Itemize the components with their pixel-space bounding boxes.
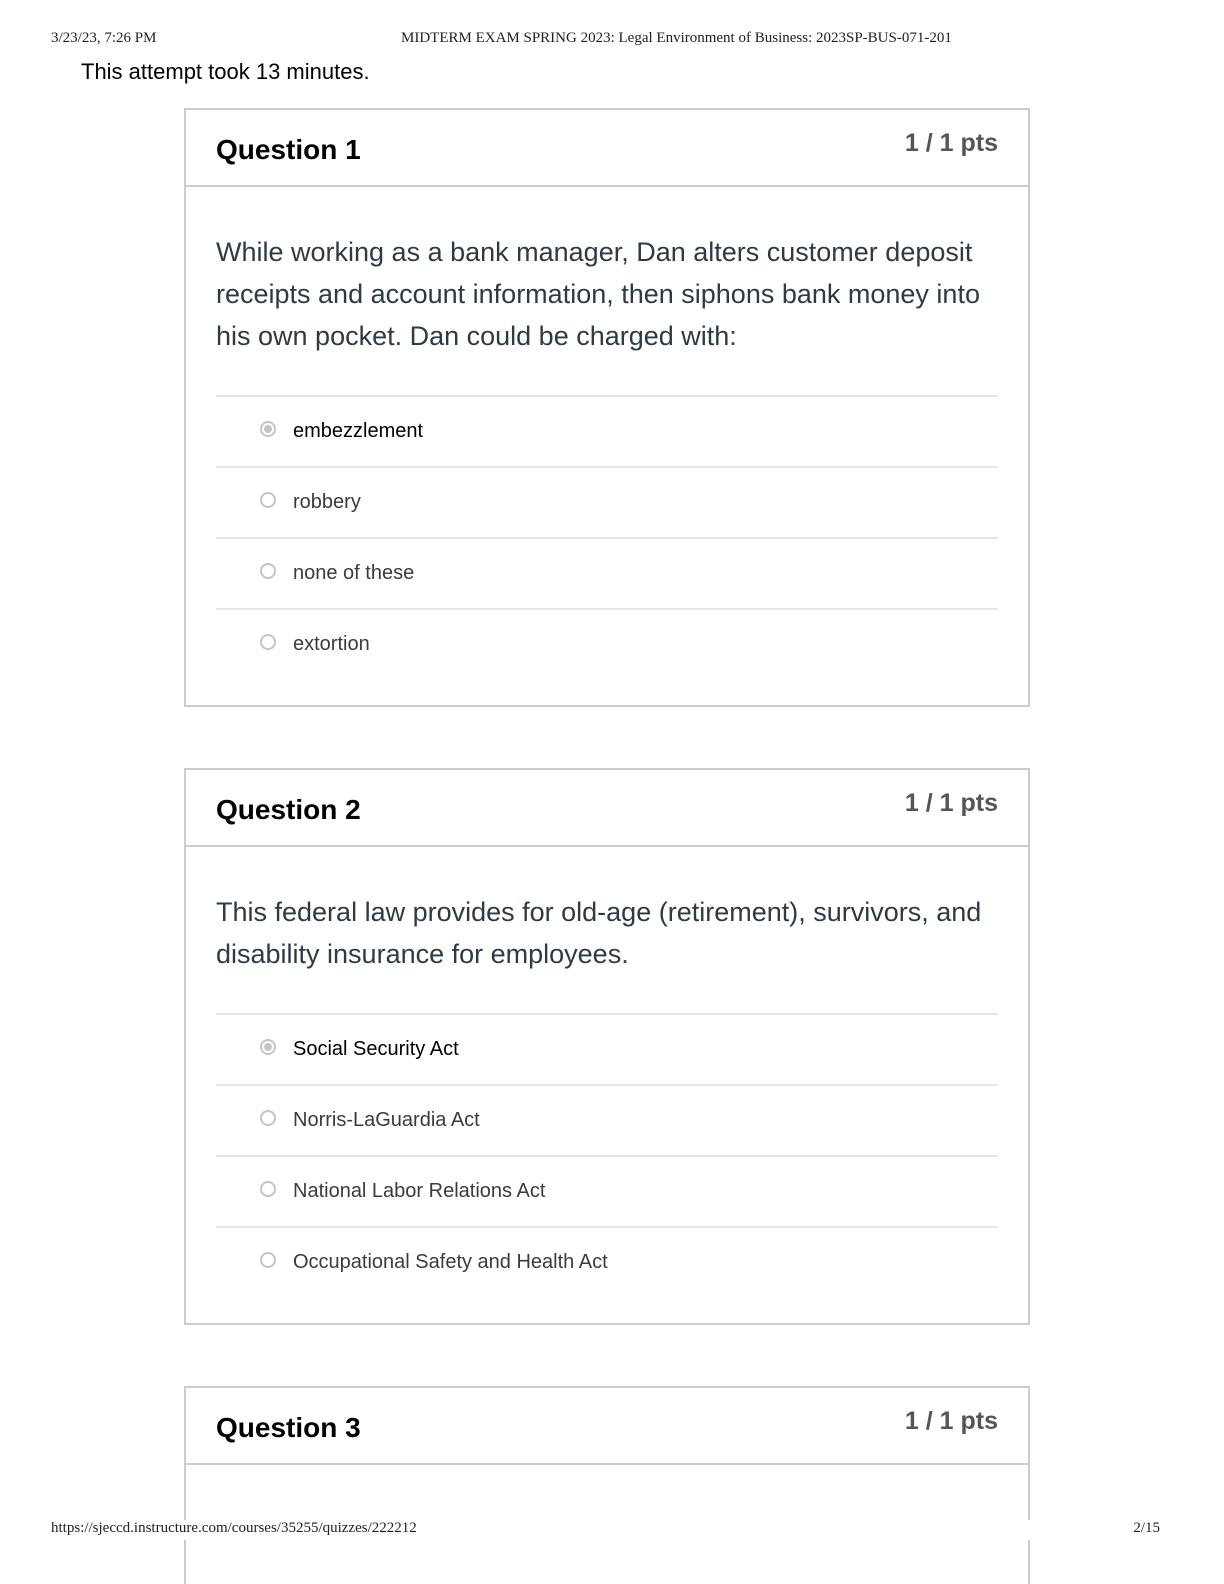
question-title: Question 2 xyxy=(216,794,361,825)
question-card-3 xyxy=(184,1386,1030,1584)
radio-icon[interactable] xyxy=(260,1181,276,1197)
question-card-2 xyxy=(184,768,1030,1325)
question-header xyxy=(186,110,1028,187)
radio-icon[interactable] xyxy=(260,1252,276,1268)
question-header xyxy=(186,1388,1028,1465)
answer-option[interactable] xyxy=(216,397,998,468)
question-text: While working as a bank manager, Dan alters customer deposit receipts and account information, then siphons bank money into his own pocket. Dan could be charged with: xyxy=(216,187,998,397)
answer-label: Occupational Safety and Health Act xyxy=(293,1251,608,1273)
radio-icon[interactable] xyxy=(260,492,276,508)
print-date: 3/23/23, 7:26 PM xyxy=(51,30,157,46)
radio-selected-icon[interactable] xyxy=(260,421,276,437)
answer-label: Social Security Act xyxy=(293,1038,459,1060)
answer-option[interactable] xyxy=(216,539,998,610)
radio-selected-icon[interactable] xyxy=(260,1039,276,1055)
print-header xyxy=(0,30,1224,50)
print-footer xyxy=(0,1520,1224,1540)
question-points: 1 / 1 pts xyxy=(904,789,998,817)
answer-option[interactable] xyxy=(216,610,998,679)
question-header xyxy=(186,770,1028,847)
answer-label: National Labor Relations Act xyxy=(293,1180,546,1202)
question-title: Question 1 xyxy=(216,134,361,165)
answer-label: extortion xyxy=(293,633,370,655)
question-title: Question 3 xyxy=(216,1412,361,1443)
page-number: 2/15 xyxy=(1133,1520,1160,1536)
answer-label: embezzlement xyxy=(293,420,424,442)
print-url: https://sjeccd.instructure.com/courses/35255/quizzes/222212 xyxy=(51,1520,417,1536)
question-body xyxy=(186,187,1028,679)
answer-option[interactable] xyxy=(216,1157,998,1228)
answer-label: robbery xyxy=(293,491,361,513)
print-page-title: MIDTERM EXAM SPRING 2023: Legal Environment of Business: 2023SP-BUS-071-201 xyxy=(401,30,952,46)
answer-option[interactable] xyxy=(216,1086,998,1157)
answer-option[interactable] xyxy=(216,468,998,539)
answer-label: Norris-LaGuardia Act xyxy=(293,1109,480,1131)
answer-option[interactable] xyxy=(216,1228,998,1297)
radio-icon[interactable] xyxy=(260,634,276,650)
question-body xyxy=(186,847,1028,1297)
radio-icon[interactable] xyxy=(260,1110,276,1126)
question-text: This federal law provides for old-age (retirement), survivors, and disability insurance for employees. xyxy=(216,847,998,1015)
answer-option[interactable] xyxy=(216,1015,998,1086)
question-card-1 xyxy=(184,108,1030,707)
answer-label: none of these xyxy=(293,562,415,584)
question-points: 1 / 1 pts xyxy=(904,1407,998,1435)
question-points: 1 / 1 pts xyxy=(904,129,998,157)
radio-icon[interactable] xyxy=(260,563,276,579)
attempt-duration: This attempt took 13 minutes. xyxy=(81,59,370,84)
